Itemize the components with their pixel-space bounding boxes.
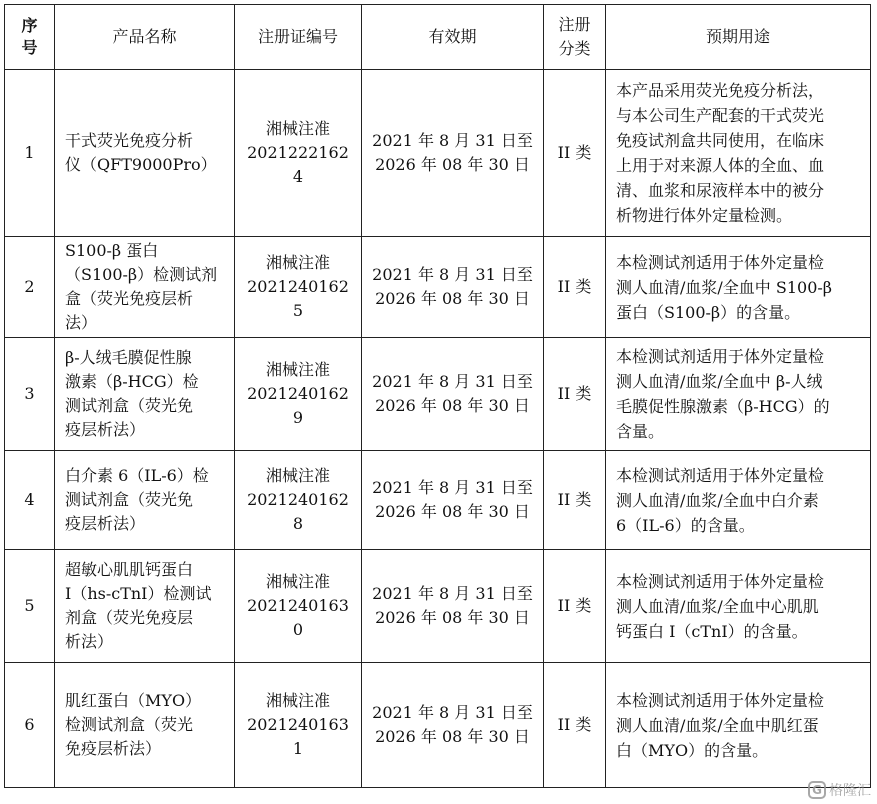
validity-cell: 2021 年 8 月 31 日至 2026 年 08 年 30 日 — [362, 451, 544, 550]
registration-number-cell: 湘械注准 20212401628 — [235, 451, 362, 550]
registration-number-cell: 湘械注准 20212401631 — [235, 663, 362, 788]
intended-use-cell: 本产品采用荧光免疫分析法， 与本公司生产配套的干式荧光 免疫试剂盒共同使用，在临床 上用于对来源人体的全血、血 清、血浆和尿液样本中的被分 析物进行体外定量检测。 — [606, 70, 871, 237]
registration-number-cell: 湘械注准 20212401625 — [235, 237, 362, 338]
serial-number-cell: 4 — [5, 451, 55, 550]
intended-use-cell: 本检测试剂适用于体外定量检 测人血清/血浆/全血中白介素 6（IL-6）的含量。 — [606, 451, 871, 550]
validity-cell: 2021 年 8 月 31 日至 2026 年 08 年 30 日 — [362, 663, 544, 788]
category-cell: II 类 — [544, 70, 606, 237]
validity-cell: 2021 年 8 月 31 日至 2026 年 08 年 30 日 — [362, 338, 544, 451]
table-row — [5, 550, 871, 663]
registration-number-cell: 湘械注准 20212401629 — [235, 338, 362, 451]
table-header-row — [5, 5, 871, 70]
category-cell: II 类 — [544, 550, 606, 663]
validity-cell: 2021 年 8 月 31 日至 2026 年 08 年 30 日 — [362, 550, 544, 663]
gelonghui-logo-icon: G — [808, 781, 826, 799]
intended-use-cell: 本检测试剂适用于体外定量检 测人血清/血浆/全血中肌红蛋 白（MYO）的含量。 — [606, 663, 871, 788]
serial-number-cell: 1 — [5, 70, 55, 237]
header-serial-number: 序 号 — [5, 5, 55, 70]
serial-number-cell: 3 — [5, 338, 55, 451]
product-name-cell: β-人绒毛膜促性腺 激素（β-HCG）检 测试剂盒（荧光免 疫层析法） — [55, 338, 235, 451]
serial-number-cell: 5 — [5, 550, 55, 663]
category-cell: II 类 — [544, 663, 606, 788]
header-registration-number: 注册证编号 — [235, 5, 362, 70]
header-product-name: 产品名称 — [55, 5, 235, 70]
category-cell: II 类 — [544, 237, 606, 338]
table-row — [5, 451, 871, 550]
validity-cell: 2021 年 8 月 31 日至 2026 年 08 年 30 日 — [362, 237, 544, 338]
intended-use-cell: 本检测试剂适用于体外定量检 测人血清/血浆/全血中 β-人绒 毛膜促性腺激素（β-HCG）的 含量。 — [606, 338, 871, 451]
serial-number-cell: 6 — [5, 663, 55, 788]
header-registration-category: 注册 分类 — [544, 5, 606, 70]
registration-table — [4, 4, 871, 788]
watermark — [808, 780, 871, 800]
intended-use-cell: 本检测试剂适用于体外定量检 测人血清/血浆/全血中 S100-β 蛋白（S100-β）的含量。 — [606, 237, 871, 338]
table-row — [5, 70, 871, 237]
registration-number-cell: 湘械注准 20212221624 — [235, 70, 362, 237]
watermark-text: 格隆汇 — [829, 783, 871, 799]
header-intended-use: 预期用途 — [606, 5, 871, 70]
product-name-cell: 干式荧光免疫分析 仪（QFT9000Pro） — [55, 70, 235, 237]
table-row — [5, 338, 871, 451]
table-row — [5, 663, 871, 788]
category-cell: II 类 — [544, 451, 606, 550]
serial-number-cell: 2 — [5, 237, 55, 338]
registration-number-cell: 湘械注准 20212401630 — [235, 550, 362, 663]
header-validity-period: 有效期 — [362, 5, 544, 70]
product-name-cell: 白介素 6（IL-6）检 测试剂盒（荧光免 疫层析法） — [55, 451, 235, 550]
product-name-cell: 超敏心肌肌钙蛋白 I（hs-cTnI）检测试 剂盒（荧光免疫层 析法） — [55, 550, 235, 663]
category-cell: II 类 — [544, 338, 606, 451]
table-row — [5, 237, 871, 338]
intended-use-cell: 本检测试剂适用于体外定量检 测人血清/血浆/全血中心肌肌 钙蛋白 I（cTnI）的含量。 — [606, 550, 871, 663]
product-name-cell: 肌红蛋白（MYO） 检测试剂盒（荧光 免疫层析法） — [55, 663, 235, 788]
product-name-cell: S100-β 蛋白 （S100-β）检测试剂 盒（荧光免疫层析 法） — [55, 237, 235, 338]
validity-cell: 2021 年 8 月 31 日至 2026 年 08 年 30 日 — [362, 70, 544, 237]
